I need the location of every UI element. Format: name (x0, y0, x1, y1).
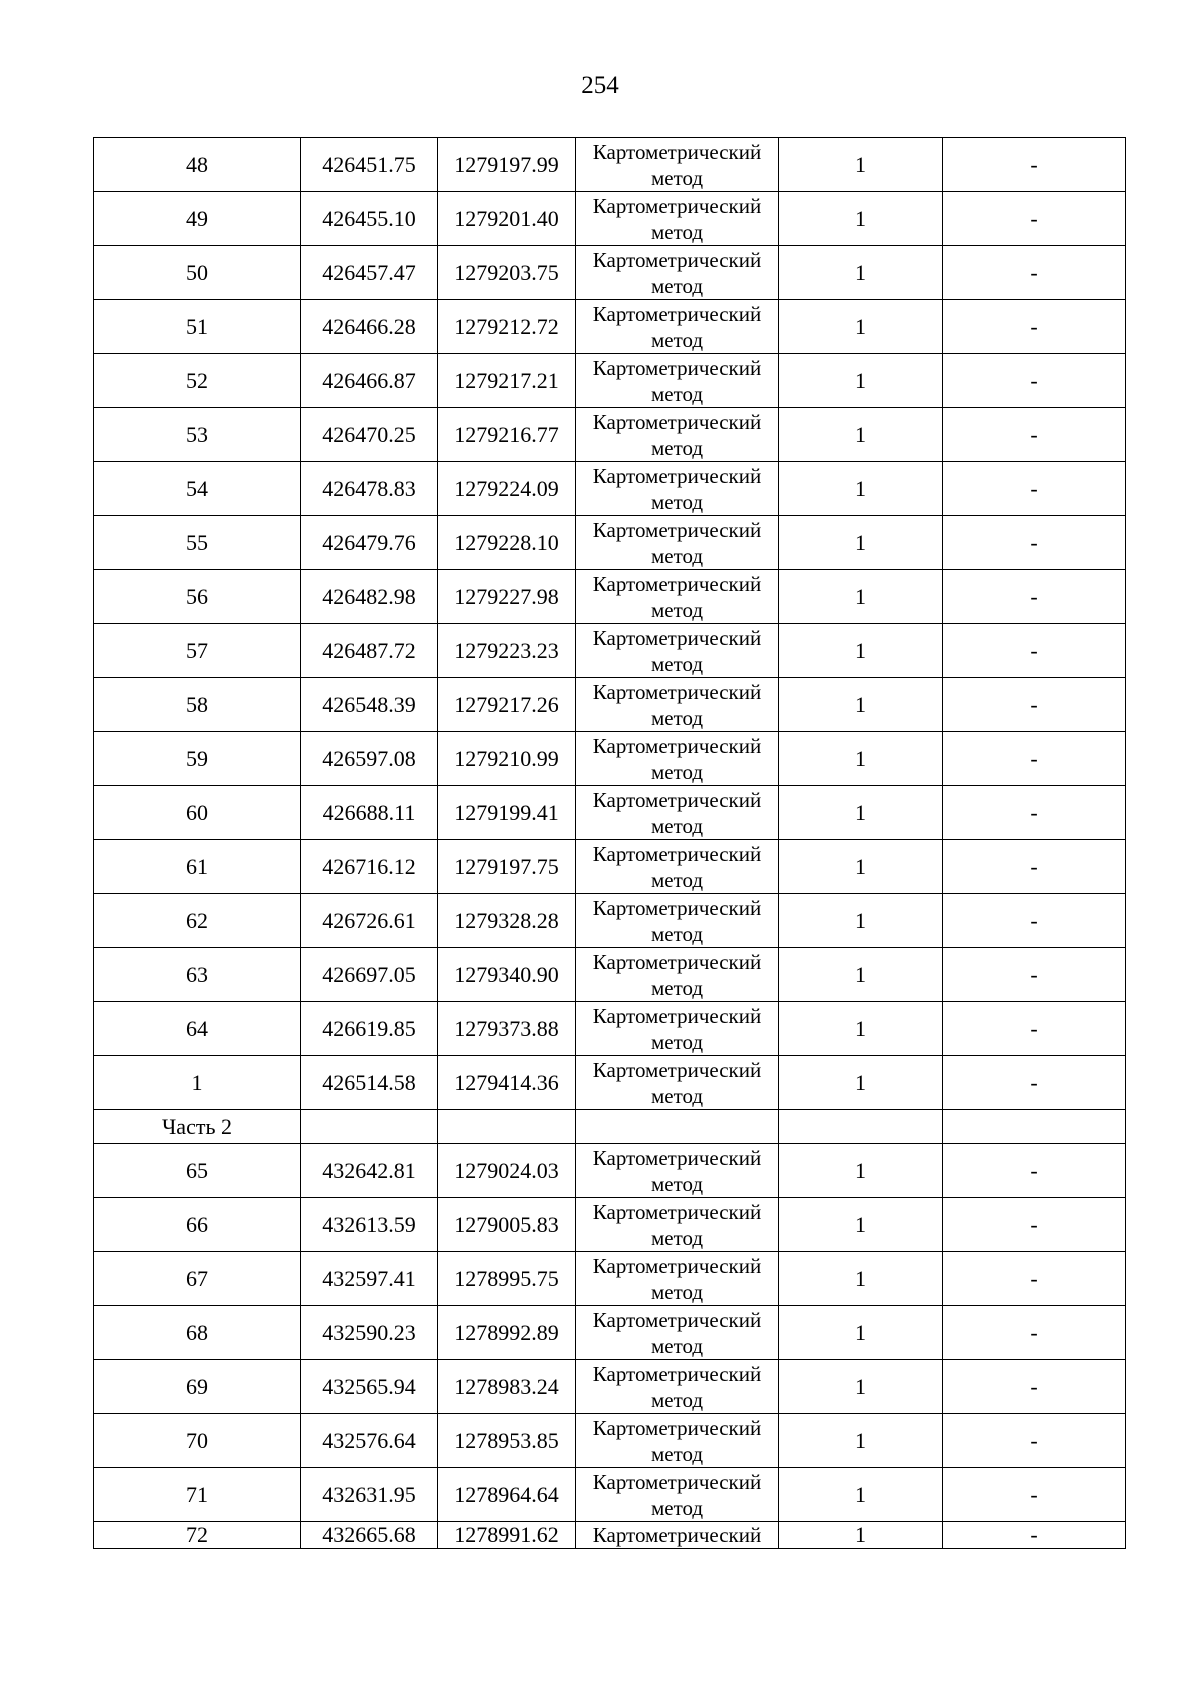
point-number-cell: 48 (94, 138, 301, 192)
x-coordinate-cell: 426487.72 (301, 624, 438, 678)
note-cell: - (943, 1144, 1126, 1198)
point-number-cell: 64 (94, 1002, 301, 1056)
method-cell (576, 138, 779, 192)
y-coordinate-cell: 1279224.09 (438, 462, 576, 516)
x-coordinate-cell: 432597.41 (301, 1252, 438, 1306)
note-cell: - (943, 1468, 1126, 1522)
y-coordinate-cell: 1279227.98 (438, 570, 576, 624)
point-number-cell: 55 (94, 516, 301, 570)
note-cell: - (943, 1002, 1126, 1056)
note-cell: - (943, 1360, 1126, 1414)
method-cell (576, 516, 779, 570)
accuracy-cell: 1 (779, 678, 943, 732)
empty-cell (301, 1110, 438, 1144)
y-coordinate-cell: 1278964.64 (438, 1468, 576, 1522)
y-coordinate-cell: 1279199.41 (438, 786, 576, 840)
empty-cell (576, 1110, 779, 1144)
table-row (94, 1056, 1126, 1110)
accuracy-cell: 1 (779, 192, 943, 246)
table-row (94, 894, 1126, 948)
x-coordinate-cell: 426688.11 (301, 786, 438, 840)
method-line: Картометрический (592, 301, 762, 326)
method-cell (576, 300, 779, 354)
method-line: Картометрический (592, 409, 762, 434)
method-line: метод (650, 1333, 704, 1358)
note-cell: - (943, 462, 1126, 516)
point-number-cell: 59 (94, 732, 301, 786)
method-line: метод (650, 975, 704, 1000)
y-coordinate-cell: 1279203.75 (438, 246, 576, 300)
x-coordinate-cell: 432613.59 (301, 1198, 438, 1252)
accuracy-cell: 1 (779, 1306, 943, 1360)
y-coordinate-cell: 1279328.28 (438, 894, 576, 948)
y-coordinate-cell: 1279414.36 (438, 1056, 576, 1110)
table-row (94, 1522, 1126, 1549)
method-line: Картометрический (592, 787, 762, 812)
empty-cell (438, 1110, 576, 1144)
point-number-cell: 72 (94, 1522, 301, 1549)
method-cell (576, 786, 779, 840)
point-number-cell: 70 (94, 1414, 301, 1468)
accuracy-cell: 1 (779, 732, 943, 786)
method-line: Картометрический (592, 1523, 762, 1547)
method-line: Картометрический (592, 355, 762, 380)
table-row (94, 192, 1126, 246)
point-number-cell: 71 (94, 1468, 301, 1522)
method-cell (576, 678, 779, 732)
method-line: метод (650, 435, 704, 460)
method-line: метод (650, 1387, 704, 1412)
method-cell (576, 462, 779, 516)
method-line: метод (650, 165, 704, 190)
table-row (94, 570, 1126, 624)
method-line: Картометрический (592, 1057, 762, 1082)
accuracy-cell: 1 (779, 948, 943, 1002)
table-row (94, 948, 1126, 1002)
method-line: Картометрический (592, 895, 762, 920)
y-coordinate-cell: 1279201.40 (438, 192, 576, 246)
method-cell (576, 1306, 779, 1360)
method-line: метод (650, 867, 704, 892)
accuracy-cell: 1 (779, 1056, 943, 1110)
point-number-cell: 53 (94, 408, 301, 462)
y-coordinate-cell: 1279005.83 (438, 1198, 576, 1252)
method-cell (576, 570, 779, 624)
note-cell: - (943, 246, 1126, 300)
method-line: метод (650, 1171, 704, 1196)
method-line: метод (650, 651, 704, 676)
method-cell (576, 1002, 779, 1056)
point-number-cell: 58 (94, 678, 301, 732)
y-coordinate-cell: 1279340.90 (438, 948, 576, 1002)
method-line: метод (650, 1279, 704, 1304)
method-line: Картометрический (592, 679, 762, 704)
table-row (94, 1002, 1126, 1056)
y-coordinate-cell: 1279197.99 (438, 138, 576, 192)
method-line: метод (650, 813, 704, 838)
table-row (94, 624, 1126, 678)
method-line: Картометрический (592, 625, 762, 650)
accuracy-cell: 1 (779, 516, 943, 570)
note-cell: - (943, 786, 1126, 840)
method-line: Картометрический (592, 139, 762, 164)
note-cell: - (943, 1198, 1126, 1252)
accuracy-cell: 1 (779, 300, 943, 354)
method-cell (576, 1198, 779, 1252)
point-number-cell: 49 (94, 192, 301, 246)
method-cell (576, 1252, 779, 1306)
method-line: метод (650, 921, 704, 946)
table-row (94, 300, 1126, 354)
method-cell (576, 840, 779, 894)
y-coordinate-cell: 1279210.99 (438, 732, 576, 786)
table-row (94, 462, 1126, 516)
point-number-cell: 62 (94, 894, 301, 948)
empty-cell (779, 1110, 943, 1144)
method-line: метод (650, 1441, 704, 1466)
x-coordinate-cell: 426466.87 (301, 354, 438, 408)
method-line: метод (650, 1495, 704, 1520)
accuracy-cell: 1 (779, 1414, 943, 1468)
y-coordinate-cell: 1279197.75 (438, 840, 576, 894)
method-line: Картометрический (592, 1145, 762, 1170)
point-number-cell: 63 (94, 948, 301, 1002)
note-cell: - (943, 624, 1126, 678)
table-row (94, 786, 1126, 840)
x-coordinate-cell: 426619.85 (301, 1002, 438, 1056)
method-cell (576, 1360, 779, 1414)
method-cell (576, 948, 779, 1002)
note-cell: - (943, 840, 1126, 894)
method-line: метод (650, 705, 704, 730)
point-number-cell: 1 (94, 1056, 301, 1110)
point-number-cell: 54 (94, 462, 301, 516)
x-coordinate-cell: 426466.28 (301, 300, 438, 354)
method-line: Картометрический (592, 841, 762, 866)
note-cell: - (943, 1056, 1126, 1110)
method-line: Картометрический (592, 247, 762, 272)
accuracy-cell: 1 (779, 786, 943, 840)
y-coordinate-cell: 1279373.88 (438, 1002, 576, 1056)
method-line: Картометрический (592, 193, 762, 218)
note-cell: - (943, 1306, 1126, 1360)
method-line: метод (650, 1083, 704, 1108)
method-line: Картометрический (592, 1307, 762, 1332)
x-coordinate-cell: 426697.05 (301, 948, 438, 1002)
section-row (94, 1110, 1126, 1144)
note-cell: - (943, 1252, 1126, 1306)
x-coordinate-cell: 426514.58 (301, 1056, 438, 1110)
method-cell (576, 1144, 779, 1198)
method-cell (576, 1056, 779, 1110)
coordinates-table-body (94, 138, 1126, 1549)
note-cell: - (943, 732, 1126, 786)
table-row (94, 732, 1126, 786)
accuracy-cell: 1 (779, 1144, 943, 1198)
y-coordinate-cell: 1279216.77 (438, 408, 576, 462)
method-line: Картометрический (592, 1469, 762, 1494)
method-line: Картометрический (592, 733, 762, 758)
accuracy-cell: 1 (779, 570, 943, 624)
method-line: метод (650, 759, 704, 784)
method-line: Картометрический (592, 949, 762, 974)
method-cell (576, 1414, 779, 1468)
point-number-cell: 67 (94, 1252, 301, 1306)
point-number-cell: 56 (94, 570, 301, 624)
method-line: Картометрический (592, 1361, 762, 1386)
accuracy-cell: 1 (779, 462, 943, 516)
note-cell: - (943, 1522, 1126, 1549)
page-number: 254 (581, 72, 619, 99)
table-row (94, 354, 1126, 408)
method-line: метод (650, 597, 704, 622)
y-coordinate-cell: 1278953.85 (438, 1414, 576, 1468)
point-number-cell: 57 (94, 624, 301, 678)
note-cell: - (943, 192, 1126, 246)
y-coordinate-cell: 1279217.21 (438, 354, 576, 408)
method-line: метод (650, 219, 704, 244)
method-cell (576, 354, 779, 408)
method-line: Картометрический (592, 517, 762, 542)
table-row (94, 1360, 1126, 1414)
accuracy-cell: 1 (779, 354, 943, 408)
y-coordinate-cell: 1279212.72 (438, 300, 576, 354)
x-coordinate-cell: 426478.83 (301, 462, 438, 516)
method-line: Картометрический (592, 1199, 762, 1224)
x-coordinate-cell: 432576.64 (301, 1414, 438, 1468)
table-row (94, 840, 1126, 894)
y-coordinate-cell: 1278991.62 (438, 1522, 576, 1549)
method-cell (576, 732, 779, 786)
accuracy-cell: 1 (779, 840, 943, 894)
table-row (94, 516, 1126, 570)
y-coordinate-cell: 1278992.89 (438, 1306, 576, 1360)
method-cell (576, 192, 779, 246)
x-coordinate-cell: 426597.08 (301, 732, 438, 786)
x-coordinate-cell: 432565.94 (301, 1360, 438, 1414)
x-coordinate-cell: 426726.61 (301, 894, 438, 948)
note-cell: - (943, 516, 1126, 570)
method-line: метод (650, 381, 704, 406)
empty-cell (943, 1110, 1126, 1144)
method-line: метод (650, 327, 704, 352)
y-coordinate-cell: 1279217.26 (438, 678, 576, 732)
accuracy-cell: 1 (779, 246, 943, 300)
method-line: Картометрический (592, 1003, 762, 1028)
method-line: метод (650, 1029, 704, 1054)
x-coordinate-cell: 426457.47 (301, 246, 438, 300)
note-cell: - (943, 138, 1126, 192)
point-number-cell: 66 (94, 1198, 301, 1252)
method-line: Картометрический (592, 571, 762, 596)
accuracy-cell: 1 (779, 1198, 943, 1252)
method-line: метод (650, 489, 704, 514)
method-line: Картометрический (592, 1253, 762, 1278)
note-cell: - (943, 570, 1126, 624)
method-line: Картометрический (592, 1415, 762, 1440)
table-row (94, 1468, 1126, 1522)
method-cell (576, 1468, 779, 1522)
table-row (94, 408, 1126, 462)
point-number-cell: 69 (94, 1360, 301, 1414)
y-coordinate-cell: 1278995.75 (438, 1252, 576, 1306)
accuracy-cell: 1 (779, 1002, 943, 1056)
x-coordinate-cell: 432642.81 (301, 1144, 438, 1198)
note-cell: - (943, 678, 1126, 732)
x-coordinate-cell: 426479.76 (301, 516, 438, 570)
x-coordinate-cell: 432590.23 (301, 1306, 438, 1360)
y-coordinate-cell: 1278983.24 (438, 1360, 576, 1414)
accuracy-cell: 1 (779, 1522, 943, 1549)
table-row (94, 1198, 1126, 1252)
method-line: Картометрический (592, 463, 762, 488)
method-line: метод (650, 1225, 704, 1250)
method-cell (576, 624, 779, 678)
method-cell (576, 408, 779, 462)
point-number-cell: 52 (94, 354, 301, 408)
note-cell: - (943, 1414, 1126, 1468)
method-cell (576, 246, 779, 300)
table-row (94, 1306, 1126, 1360)
coordinates-table (93, 137, 1126, 1549)
table-row (94, 678, 1126, 732)
point-number-cell: 61 (94, 840, 301, 894)
y-coordinate-cell: 1279024.03 (438, 1144, 576, 1198)
y-coordinate-cell: 1279228.10 (438, 516, 576, 570)
x-coordinate-cell: 426455.10 (301, 192, 438, 246)
accuracy-cell: 1 (779, 1252, 943, 1306)
point-number-cell: 60 (94, 786, 301, 840)
x-coordinate-cell: 432631.95 (301, 1468, 438, 1522)
note-cell: - (943, 408, 1126, 462)
x-coordinate-cell: 432665.68 (301, 1522, 438, 1549)
x-coordinate-cell: 426470.25 (301, 408, 438, 462)
accuracy-cell: 1 (779, 1468, 943, 1522)
note-cell: - (943, 948, 1126, 1002)
table-row (94, 1144, 1126, 1198)
accuracy-cell: 1 (779, 138, 943, 192)
table-row (94, 246, 1126, 300)
method-line: метод (650, 273, 704, 298)
point-number-cell: 65 (94, 1144, 301, 1198)
table-row (94, 1414, 1126, 1468)
x-coordinate-cell: 426451.75 (301, 138, 438, 192)
accuracy-cell: 1 (779, 408, 943, 462)
table-row (94, 138, 1126, 192)
point-number-cell: 51 (94, 300, 301, 354)
note-cell: - (943, 300, 1126, 354)
note-cell: - (943, 894, 1126, 948)
accuracy-cell: 1 (779, 1360, 943, 1414)
note-cell: - (943, 354, 1126, 408)
y-coordinate-cell: 1279223.23 (438, 624, 576, 678)
section-label: Часть 2 (94, 1110, 301, 1144)
x-coordinate-cell: 426548.39 (301, 678, 438, 732)
table-row (94, 1252, 1126, 1306)
accuracy-cell: 1 (779, 894, 943, 948)
point-number-cell: 68 (94, 1306, 301, 1360)
method-cell (576, 1522, 779, 1549)
x-coordinate-cell: 426716.12 (301, 840, 438, 894)
method-cell (576, 894, 779, 948)
method-line: метод (650, 543, 704, 568)
x-coordinate-cell: 426482.98 (301, 570, 438, 624)
point-number-cell: 50 (94, 246, 301, 300)
accuracy-cell: 1 (779, 624, 943, 678)
